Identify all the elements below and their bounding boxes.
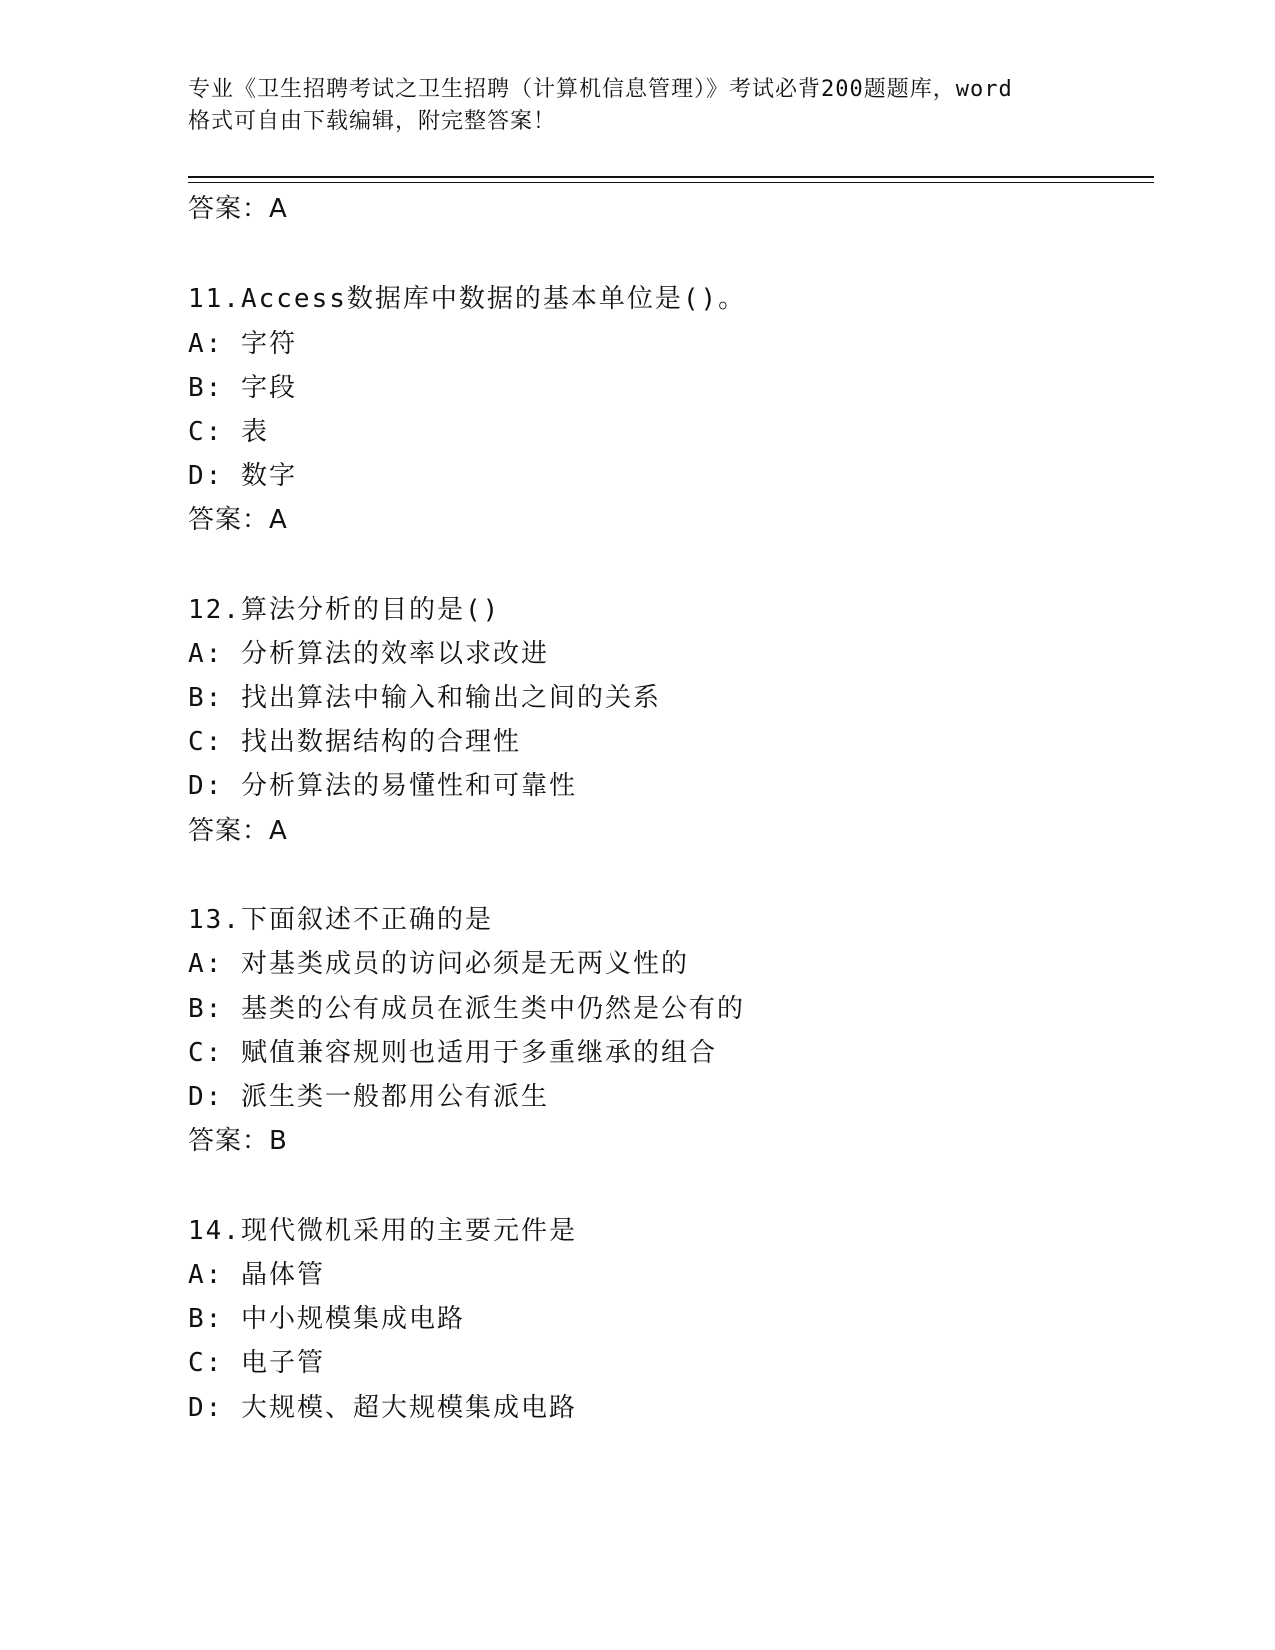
answer-line: 答案：A [188, 505, 288, 535]
header-line-2: 格式可自由下载编辑，附完整答案！ [188, 109, 557, 134]
question-title: 12.算法分析的目的是() [188, 595, 501, 625]
option-d: D: 大规模、超大规模集成电路 [188, 1393, 577, 1423]
option-c: C: 表 [188, 417, 269, 447]
option-a: A: 晶体管 [188, 1260, 325, 1290]
question-title: 11.Access数据库中数据的基本单位是()。 [188, 284, 747, 314]
question-title: 14.现代微机采用的主要元件是 [188, 1216, 577, 1246]
header-note [188, 74, 1088, 138]
option-c: C: 找出数据结构的合理性 [188, 727, 521, 757]
option-a: A: 对基类成员的访问必须是无两义性的 [188, 949, 689, 979]
header-rule-thin [188, 182, 1154, 183]
option-d: D: 派生类一般都用公有派生 [188, 1082, 549, 1112]
question-title: 13.下面叙述不正确的是 [188, 905, 493, 935]
option-c: C: 赋值兼容规则也适用于多重继承的组合 [188, 1038, 717, 1068]
previous-answer: 答案：A [188, 194, 288, 224]
option-b: B: 找出算法中输入和输出之间的关系 [188, 683, 661, 713]
answer-line: 答案：B [188, 1126, 288, 1156]
option-a: A: 字符 [188, 329, 297, 359]
option-d: D: 数字 [188, 461, 297, 491]
option-b: B: 字段 [188, 373, 297, 403]
option-a: A: 分析算法的效率以求改进 [188, 639, 549, 669]
answer-line: 答案：A [188, 816, 288, 846]
option-b: B: 中小规模集成电路 [188, 1304, 465, 1334]
option-b: B: 基类的公有成员在派生类中仍然是公有的 [188, 994, 745, 1024]
header-rule-thick [188, 176, 1154, 178]
option-c: C: 电子管 [188, 1348, 325, 1378]
header-line-1: 专业《卫生招聘考试之卫生招聘（计算机信息管理）》考试必背200题题库，word [188, 77, 1013, 102]
option-d: D: 分析算法的易懂性和可靠性 [188, 771, 577, 801]
